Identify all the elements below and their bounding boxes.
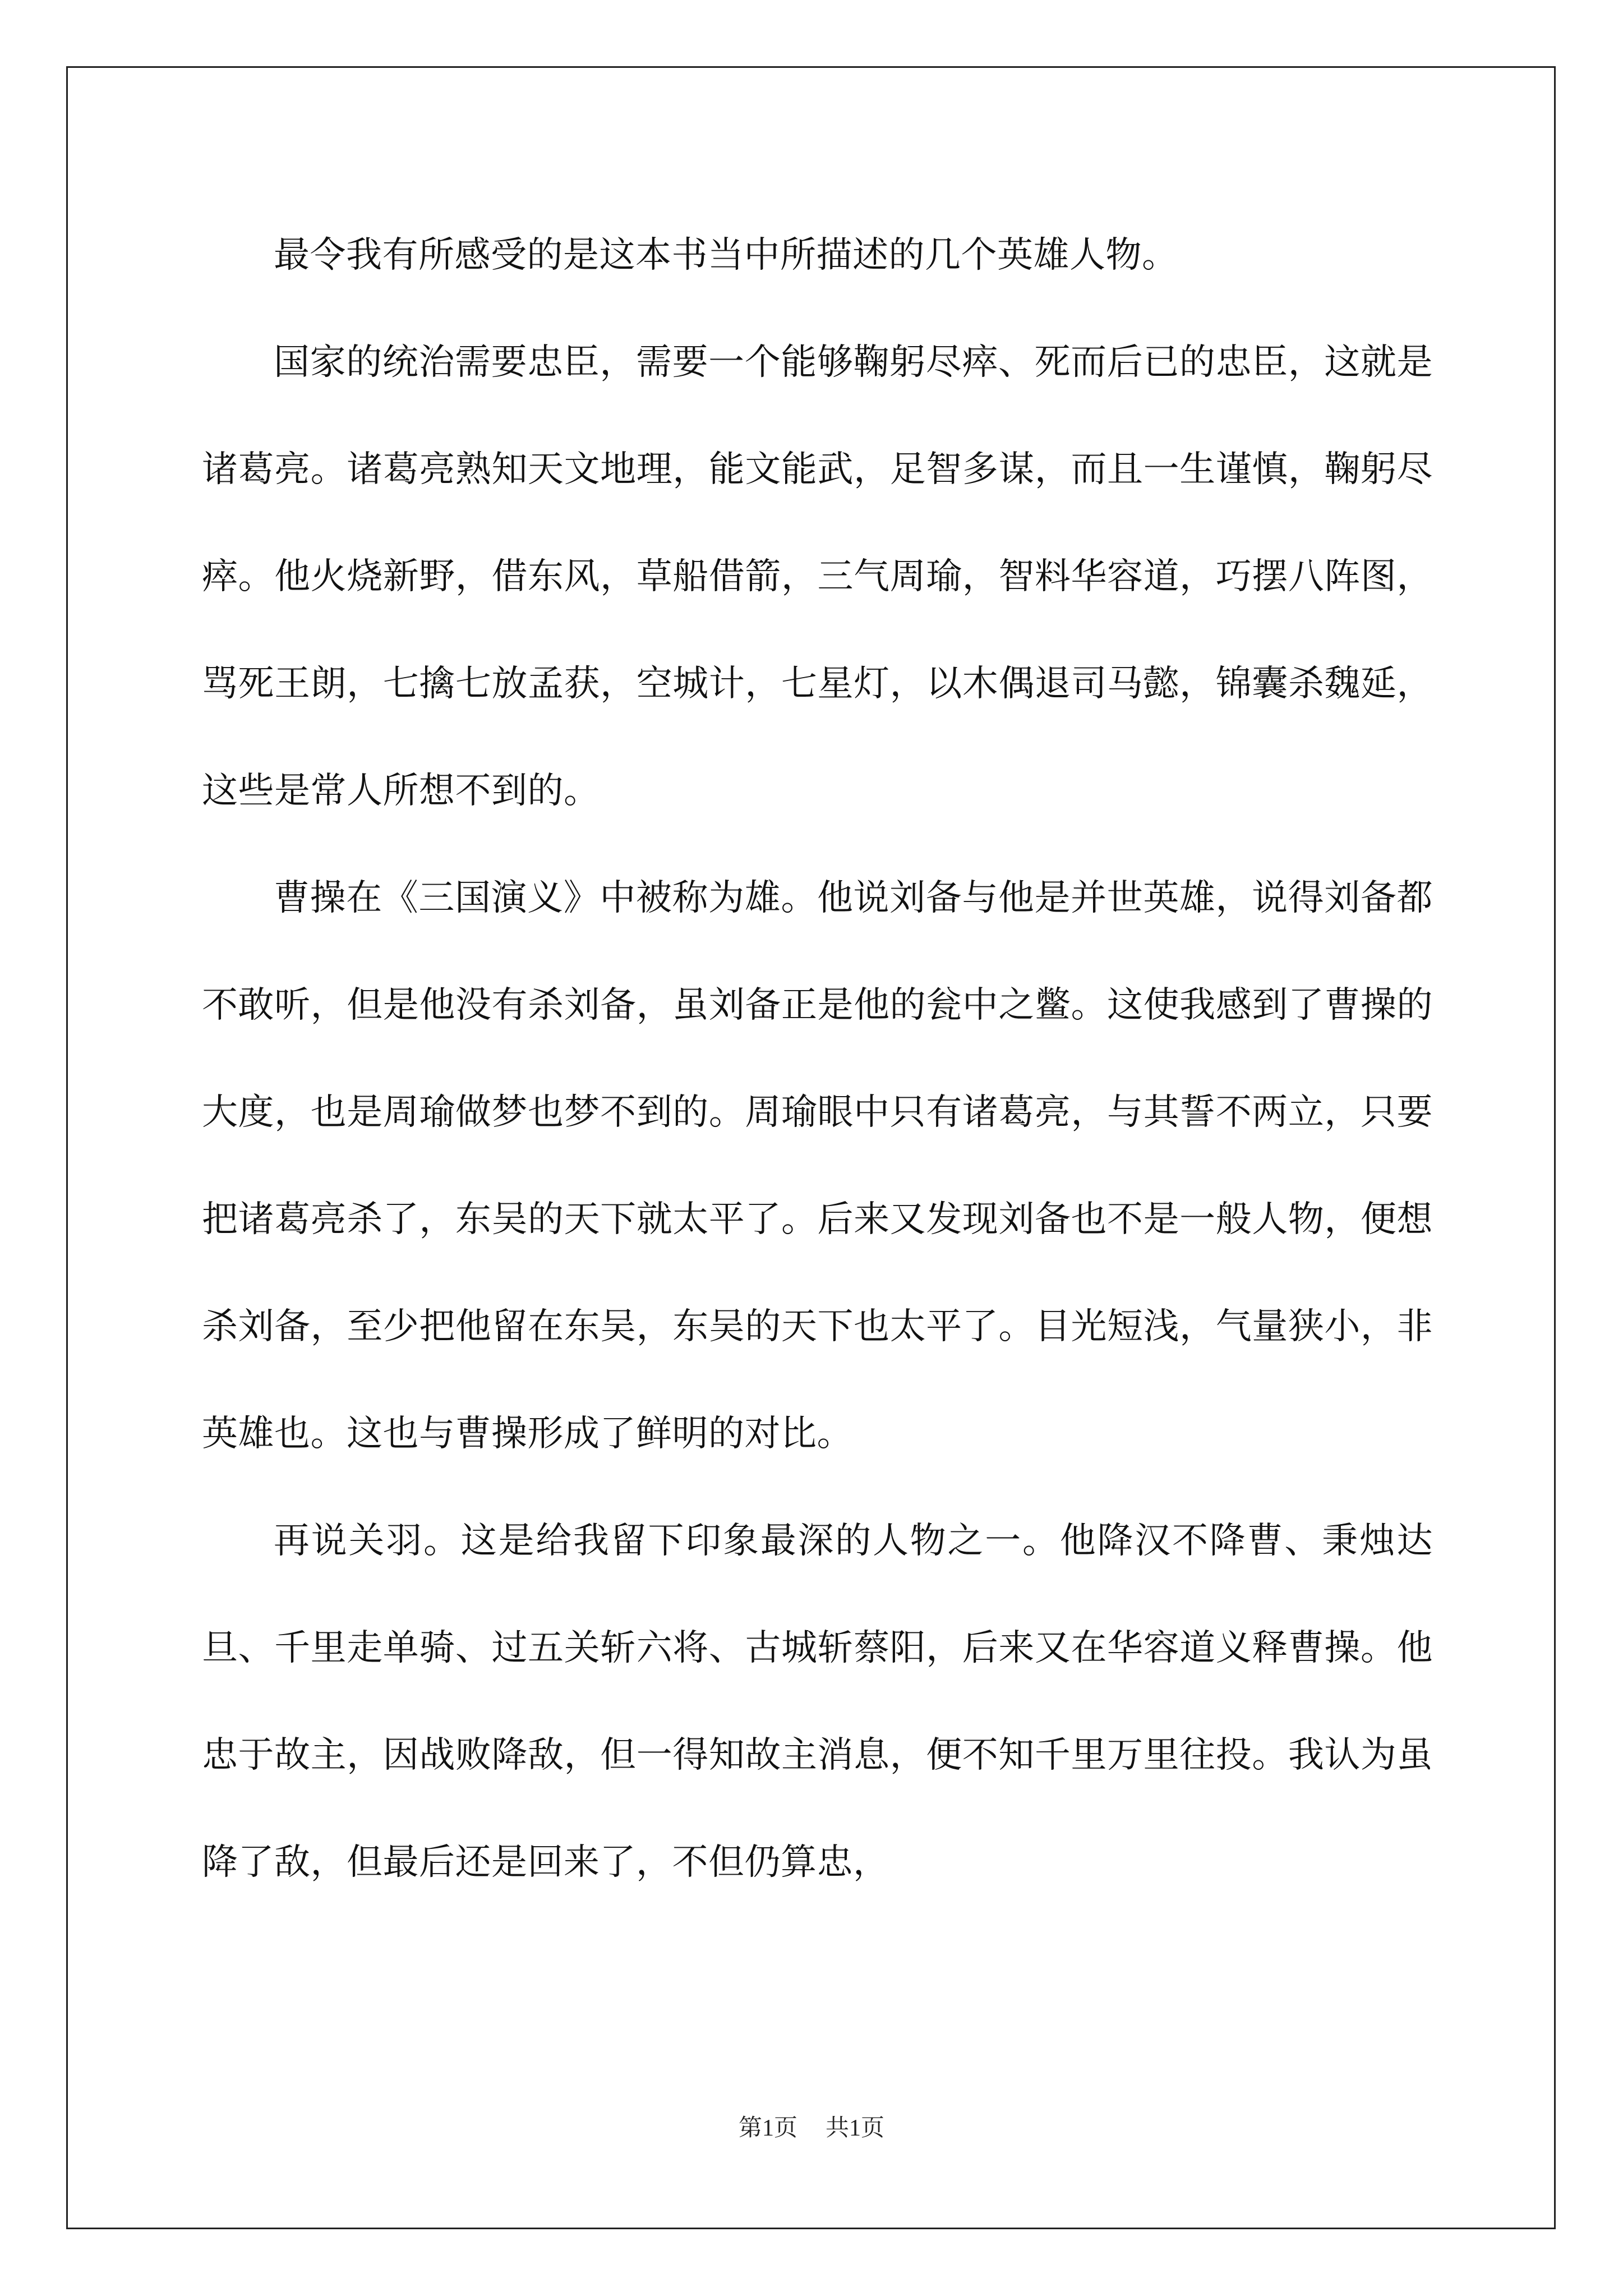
paragraph-2: 国家的统治需要忠臣，需要一个能够鞠躬尽瘁、死而后已的忠臣，这就是诸葛亮。诸葛亮熟知天文地理，能文能武，足智多谋，而且一生谨慎，鞠躬尽瘁。他火烧新野，借东风，草船借箭，三气周瑜，智料华容道，巧摆八阵图，骂死王朗，七擒七放孟获，空城计，七星灯，以木偶退司马懿，锦囊杀魏延，这些是常人所想不到的。 (202, 342, 1433, 812)
paragraph-1: 最令我有所感受的是这本书当中所描述的几个英雄人物。 (274, 234, 1178, 276)
document-body (202, 202, 1433, 1916)
page-footer (0, 2109, 1623, 2143)
page-total: 共1页 (826, 2115, 885, 2141)
page-number: 第1页 (738, 2115, 797, 2141)
paragraph-3: 曹操在《三国演义》中被称为雄。他说刘备与他是并世英雄，说得刘备都不敢听，但是他没有杀刘备，虽刘备正是他的瓮中之鳖。这使我感到了曹操的大度，也是周瑜做梦也梦不到的。周瑜眼中只有诸葛亮，与其誓不两立，只要把诸葛亮杀了，东吴的天下就太平了。后来又发现刘备也不是一般人物，便想杀刘备，至少把他留在东吴，东吴的天下也太平了。目光短浅，气量狭小，非英雄也。这也与曹操形成了鲜明的对比。 (202, 877, 1433, 1455)
paragraph-4: 再说关羽。这是给我留下印象最深的人物之一。他降汉不降曹、秉烛达旦、千里走单骑、过五关斩六将、古城斩蔡阳，后来又在华容道义释曹操。他忠于故主，因战败降敌，但一得知故主消息，便不知千里万里往投。我认为虽降了敌，但最后还是回来了，不但仍算忠， (202, 1520, 1433, 1883)
